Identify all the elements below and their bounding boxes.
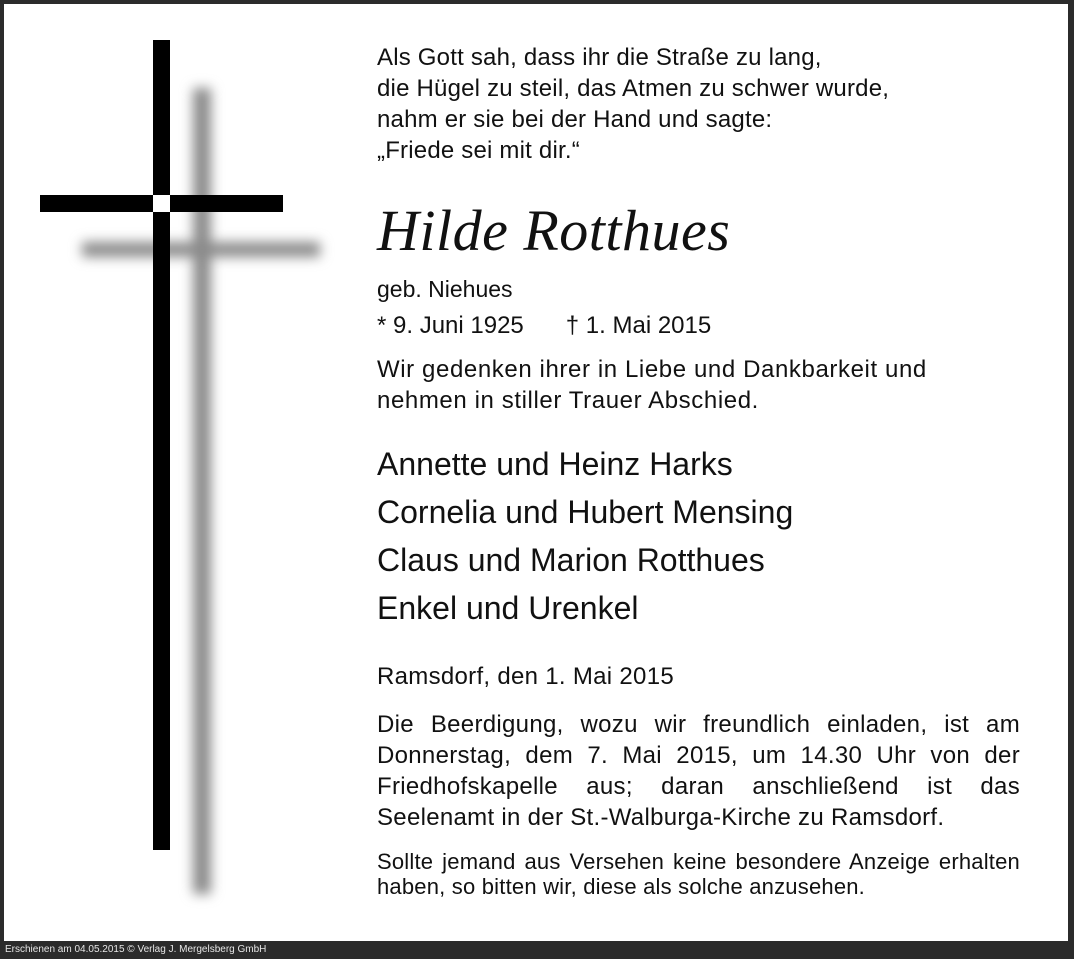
verse-line: „Friede sei mit dir.“ [377, 137, 580, 164]
verse-line: Als Gott sah, dass ihr die Straße zu lang, [377, 44, 822, 71]
verse-line: die Hügel zu steil, das Atmen zu schwer wurde, [377, 75, 890, 102]
family-member: Enkel und Urenkel [377, 590, 639, 626]
family-member: Cornelia und Hubert Mensing [377, 494, 794, 530]
cross-vertical-beam [153, 40, 170, 850]
cross-shadow-horizontal [82, 242, 320, 257]
publication-footer: Erschienen am 04.05.2015 © Verlag J. Mergelsberg GmbH [5, 944, 267, 955]
funeral-details: Die Beerdigung, wozu wir freundlich einladen, ist am Donnerstag, dem 7. Mai 2015, um 14.30 Uhr von der Friedhofskapelle aus; daran anschließend ist das Seelenamt in der St.-Walburga-Kirche zu Ramsdorf. [377, 711, 1020, 831]
life-dates [377, 310, 711, 342]
memory-line: Wir gedenken ihrer in Liebe und Dankbarkeit und [377, 356, 927, 383]
family-member: Annette und Heinz Harks [377, 446, 733, 482]
memory-text [377, 354, 927, 416]
maiden-name: geb. Niehues [377, 276, 513, 302]
family-member: Claus und Marion Rotthues [377, 542, 765, 578]
notice-note: Sollte jemand aus Versehen keine besondere Anzeige erhalten haben, so bitten wir, diese als solche anzusehen. [377, 849, 1020, 899]
memory-line: nehmen in stiller Trauer Abschied. [377, 387, 759, 414]
verse-line: nahm er sie bei der Hand und sagte: [377, 106, 773, 133]
cross-center [153, 195, 170, 212]
obituary-notice [4, 4, 1068, 941]
deceased-name: Hilde Rotthues [377, 198, 731, 263]
birth-date: * 9. Juni 1925 [377, 312, 524, 339]
place-date: Ramsdorf, den 1. Mai 2015 [377, 663, 674, 690]
verse [377, 42, 889, 166]
family-list [377, 440, 793, 632]
death-date: † 1. Mai 2015 [565, 312, 712, 339]
